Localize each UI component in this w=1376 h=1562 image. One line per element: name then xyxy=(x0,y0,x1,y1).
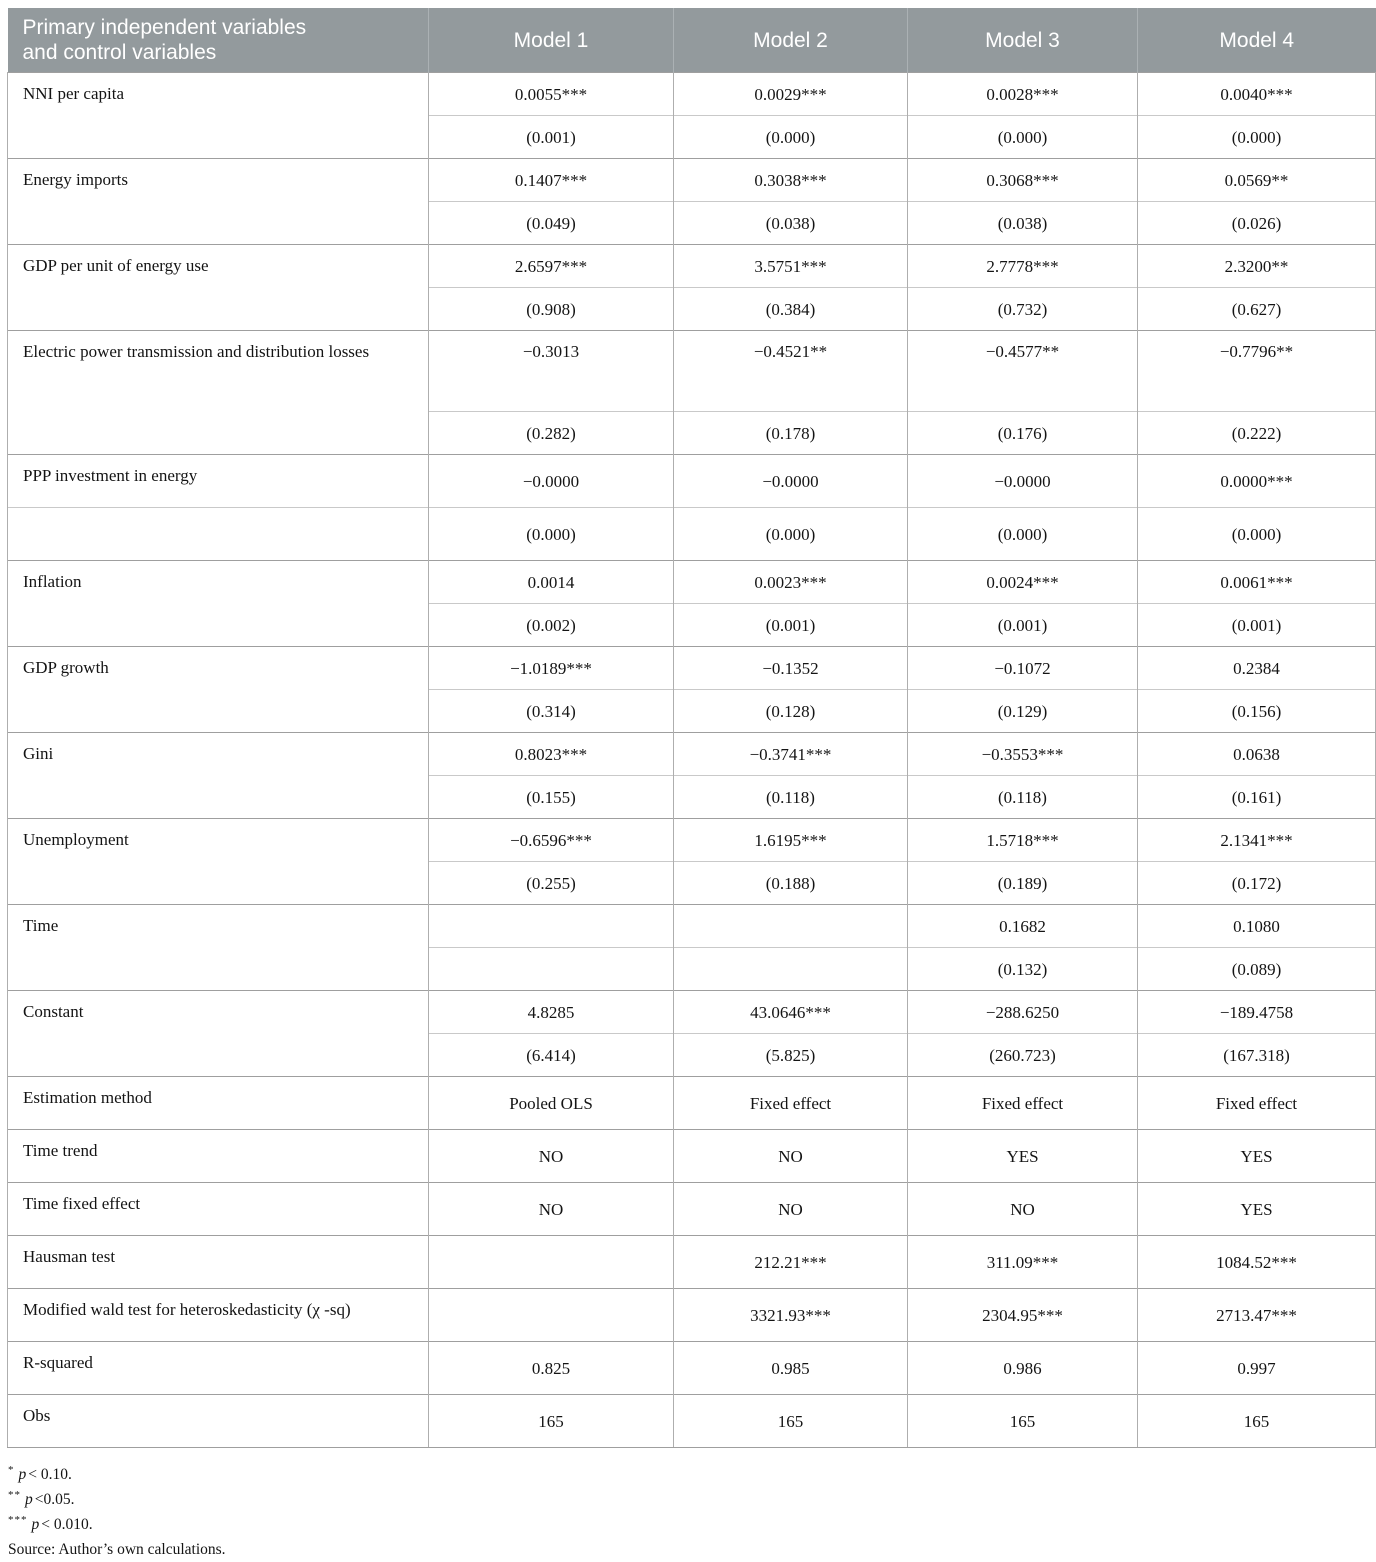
coefficient-cell: 0.3068*** xyxy=(908,159,1138,202)
coefficient-cell: −1.0189*** xyxy=(429,647,674,690)
standard-error-cell: (0.172) xyxy=(1138,862,1376,905)
standard-error-cell: (0.001) xyxy=(674,604,908,647)
coefficient-cell xyxy=(674,905,908,948)
model-4-header: Model 4 xyxy=(1138,8,1376,73)
regression-table xyxy=(7,8,1376,1448)
model-2-header: Model 2 xyxy=(674,8,908,73)
p-symbol: p xyxy=(18,1466,27,1483)
coefficient-cell: 0.0024*** xyxy=(908,561,1138,604)
table-body xyxy=(8,73,1376,1448)
coefficient-cell: −0.6596*** xyxy=(429,819,674,862)
summary-value-cell: 165 xyxy=(908,1395,1138,1448)
standard-error-cell: (0.002) xyxy=(429,604,674,647)
coefficient-cell: 0.1682 xyxy=(908,905,1138,948)
standard-error-cell: (0.001) xyxy=(429,116,674,159)
variable-label: PPP investment in energy xyxy=(8,455,429,508)
summary-label: Modified wald test for heteroskedasticity (χ -sq) xyxy=(8,1289,429,1342)
coefficient-cell: 0.0061*** xyxy=(1138,561,1376,604)
coefficient-cell xyxy=(429,905,674,948)
summary-value-cell: 1084.52*** xyxy=(1138,1236,1376,1289)
summary-value-cell: NO xyxy=(908,1183,1138,1236)
standard-error-cell: (0.026) xyxy=(1138,202,1376,245)
coefficient-row xyxy=(8,819,1376,862)
summary-value-cell: 0.825 xyxy=(429,1342,674,1395)
variables-column-header xyxy=(8,8,429,73)
standard-error-cell: (0.089) xyxy=(1138,948,1376,991)
variable-label: GDP per unit of energy use xyxy=(8,245,429,331)
coefficient-cell: 3.5751*** xyxy=(674,245,908,288)
p-symbol: p xyxy=(25,1491,33,1508)
summary-value-cell xyxy=(429,1236,674,1289)
coefficient-cell: 1.6195*** xyxy=(674,819,908,862)
standard-error-cell: (0.118) xyxy=(674,776,908,819)
coefficient-cell: 0.0000*** xyxy=(1138,455,1376,508)
coefficient-row xyxy=(8,733,1376,776)
summary-value-cell: 0.997 xyxy=(1138,1342,1376,1395)
coefficient-cell: −0.3553*** xyxy=(908,733,1138,776)
coefficient-cell: 0.3038*** xyxy=(674,159,908,202)
coefficient-cell: −0.3741*** xyxy=(674,733,908,776)
coefficient-row xyxy=(8,905,1376,948)
standard-error-cell: (0.255) xyxy=(429,862,674,905)
standard-error-cell: (0.001) xyxy=(1138,604,1376,647)
variables-header-line2: and control variables xyxy=(22,41,217,64)
summary-value-cell: 0.986 xyxy=(908,1342,1138,1395)
p-symbol: p xyxy=(31,1516,40,1533)
summary-row xyxy=(8,1183,1376,1236)
variable-label: Unemployment xyxy=(8,819,429,905)
variable-label: NNI per capita xyxy=(8,73,429,159)
significance-note-1 xyxy=(8,1462,1375,1487)
coefficient-row xyxy=(8,561,1376,604)
coefficient-cell: 0.1407*** xyxy=(429,159,674,202)
summary-value-cell: 2713.47*** xyxy=(1138,1289,1376,1342)
coefficient-row xyxy=(8,647,1376,690)
standard-error-cell: (0.282) xyxy=(429,412,674,455)
summary-value-cell: 165 xyxy=(429,1395,674,1448)
summary-row xyxy=(8,1236,1376,1289)
standard-error-cell: (0.384) xyxy=(674,288,908,331)
standard-error-cell: (0.161) xyxy=(1138,776,1376,819)
coefficient-row xyxy=(8,245,1376,288)
variable-label: Gini xyxy=(8,733,429,819)
standard-error-cell: (0.049) xyxy=(429,202,674,245)
summary-value-cell: Fixed effect xyxy=(1138,1077,1376,1130)
standard-error-cell: (0.908) xyxy=(429,288,674,331)
standard-error-cell: (0.627) xyxy=(1138,288,1376,331)
significance-threshold: < 0.10. xyxy=(28,1466,72,1483)
summary-value-cell: 2304.95*** xyxy=(908,1289,1138,1342)
standard-error-cell xyxy=(429,948,674,991)
significance-threshold: <0.05. xyxy=(34,1491,75,1508)
standard-error-cell: (5.825) xyxy=(674,1034,908,1077)
coefficient-cell: 0.0014 xyxy=(429,561,674,604)
summary-value-cell xyxy=(429,1289,674,1342)
summary-value-cell: 165 xyxy=(674,1395,908,1448)
standard-error-cell: (0.128) xyxy=(674,690,908,733)
standard-error-cell xyxy=(674,948,908,991)
coefficient-cell: 0.2384 xyxy=(1138,647,1376,690)
significance-note-3 xyxy=(8,1512,1375,1537)
table-footnotes xyxy=(8,1462,1375,1562)
significance-threshold: < 0.010. xyxy=(41,1516,93,1533)
standard-error-cell: (0.132) xyxy=(908,948,1138,991)
standard-error-cell: (0.156) xyxy=(1138,690,1376,733)
summary-value-cell: 165 xyxy=(1138,1395,1376,1448)
standard-error-cell: (0.129) xyxy=(908,690,1138,733)
summary-label: Hausman test xyxy=(8,1236,429,1289)
summary-row xyxy=(8,1289,1376,1342)
coefficient-cell: 43.0646*** xyxy=(674,991,908,1034)
variable-label-empty xyxy=(8,508,429,561)
coefficient-cell: 2.1341*** xyxy=(1138,819,1376,862)
standard-error-cell: (6.414) xyxy=(429,1034,674,1077)
summary-label: Time trend xyxy=(8,1130,429,1183)
coefficient-cell: −0.0000 xyxy=(674,455,908,508)
summary-row xyxy=(8,1395,1376,1448)
summary-value-cell: NO xyxy=(674,1130,908,1183)
standard-error-cell: (0.155) xyxy=(429,776,674,819)
summary-value-cell: YES xyxy=(908,1130,1138,1183)
coefficient-cell: 0.0638 xyxy=(1138,733,1376,776)
coefficient-cell: 0.1080 xyxy=(1138,905,1376,948)
star-marker: ** xyxy=(8,1488,21,1501)
variable-label: GDP growth xyxy=(8,647,429,733)
standard-error-cell: (0.314) xyxy=(429,690,674,733)
standard-error-cell: (167.318) xyxy=(1138,1034,1376,1077)
standard-error-cell: (0.222) xyxy=(1138,412,1376,455)
summary-label: Time fixed effect xyxy=(8,1183,429,1236)
model-3-header: Model 3 xyxy=(908,8,1138,73)
standard-error-cell: (0.001) xyxy=(908,604,1138,647)
coefficient-cell: 0.0029*** xyxy=(674,73,908,116)
coefficient-cell: −0.1072 xyxy=(908,647,1138,690)
standard-error-cell: (0.000) xyxy=(908,116,1138,159)
coefficient-cell: −288.6250 xyxy=(908,991,1138,1034)
standard-error-cell: (0.000) xyxy=(429,508,674,561)
summary-value-cell: 212.21*** xyxy=(674,1236,908,1289)
standard-error-cell: (0.189) xyxy=(908,862,1138,905)
coefficient-cell: −0.3013 xyxy=(429,331,674,412)
standard-error-cell: (0.038) xyxy=(674,202,908,245)
coefficient-row xyxy=(8,159,1376,202)
coefficient-row xyxy=(8,331,1376,412)
table-header-row xyxy=(8,8,1376,73)
summary-row xyxy=(8,1077,1376,1130)
summary-value-cell: 0.985 xyxy=(674,1342,908,1395)
coefficient-cell: 1.5718*** xyxy=(908,819,1138,862)
standard-error-cell: (0.176) xyxy=(908,412,1138,455)
variable-label: Electric power transmission and distribution losses xyxy=(8,331,429,455)
standard-error-cell: (0.000) xyxy=(674,116,908,159)
coefficient-cell: 0.0023*** xyxy=(674,561,908,604)
coefficient-cell: −0.7796** xyxy=(1138,331,1376,412)
variable-label: Inflation xyxy=(8,561,429,647)
coefficient-cell: −0.0000 xyxy=(429,455,674,508)
standard-error-cell: (0.000) xyxy=(1138,116,1376,159)
coefficient-cell: −0.1352 xyxy=(674,647,908,690)
coefficient-cell: −0.4521** xyxy=(674,331,908,412)
variable-label: Energy imports xyxy=(8,159,429,245)
model-1-header: Model 1 xyxy=(429,8,674,73)
coefficient-cell: 4.8285 xyxy=(429,991,674,1034)
summary-value-cell: Pooled OLS xyxy=(429,1077,674,1130)
standard-error-cell: (0.732) xyxy=(908,288,1138,331)
standard-error-cell: (0.000) xyxy=(674,508,908,561)
coefficient-cell: −189.4758 xyxy=(1138,991,1376,1034)
summary-label: Estimation method xyxy=(8,1077,429,1130)
coefficient-cell: 0.0569** xyxy=(1138,159,1376,202)
star-marker: *** xyxy=(8,1513,28,1526)
summary-value-cell: YES xyxy=(1138,1183,1376,1236)
summary-value-cell: NO xyxy=(674,1183,908,1236)
standard-error-cell: (260.723) xyxy=(908,1034,1138,1077)
summary-label: Obs xyxy=(8,1395,429,1448)
summary-value-cell: 3321.93*** xyxy=(674,1289,908,1342)
summary-value-cell: Fixed effect xyxy=(674,1077,908,1130)
document-page xyxy=(0,8,1375,1558)
standard-error-row xyxy=(8,508,1376,561)
coefficient-cell: 2.3200** xyxy=(1138,245,1376,288)
variable-label: Time xyxy=(8,905,429,991)
summary-row xyxy=(8,1342,1376,1395)
summary-value-cell: Fixed effect xyxy=(908,1077,1138,1130)
summary-value-cell: NO xyxy=(429,1183,674,1236)
variable-label: Constant xyxy=(8,991,429,1077)
source-note: Source: Author’s own calculations. xyxy=(8,1541,226,1558)
coefficient-cell: 2.7778*** xyxy=(908,245,1138,288)
coefficient-cell: −0.4577** xyxy=(908,331,1138,412)
variables-header-line1: Primary independent variables xyxy=(22,16,307,39)
significance-note-2 xyxy=(8,1487,1375,1512)
standard-error-cell: (0.188) xyxy=(674,862,908,905)
coefficient-cell: 2.6597*** xyxy=(429,245,674,288)
summary-value-cell: YES xyxy=(1138,1130,1376,1183)
coefficient-cell: 0.8023*** xyxy=(429,733,674,776)
star-marker: * xyxy=(8,1463,15,1476)
standard-error-cell: (0.000) xyxy=(1138,508,1376,561)
coefficient-row xyxy=(8,73,1376,116)
coefficient-cell: 0.0040*** xyxy=(1138,73,1376,116)
coefficient-cell: 0.0028*** xyxy=(908,73,1138,116)
standard-error-cell: (0.118) xyxy=(908,776,1138,819)
coefficient-cell: −0.0000 xyxy=(908,455,1138,508)
standard-error-cell: (0.178) xyxy=(674,412,908,455)
coefficient-row xyxy=(8,991,1376,1034)
summary-label: R-squared xyxy=(8,1342,429,1395)
coefficient-cell: 0.0055*** xyxy=(429,73,674,116)
standard-error-cell: (0.038) xyxy=(908,202,1138,245)
coefficient-row xyxy=(8,455,1376,508)
summary-value-cell: 311.09*** xyxy=(908,1236,1138,1289)
summary-row xyxy=(8,1130,1376,1183)
summary-value-cell: NO xyxy=(429,1130,674,1183)
standard-error-cell: (0.000) xyxy=(908,508,1138,561)
